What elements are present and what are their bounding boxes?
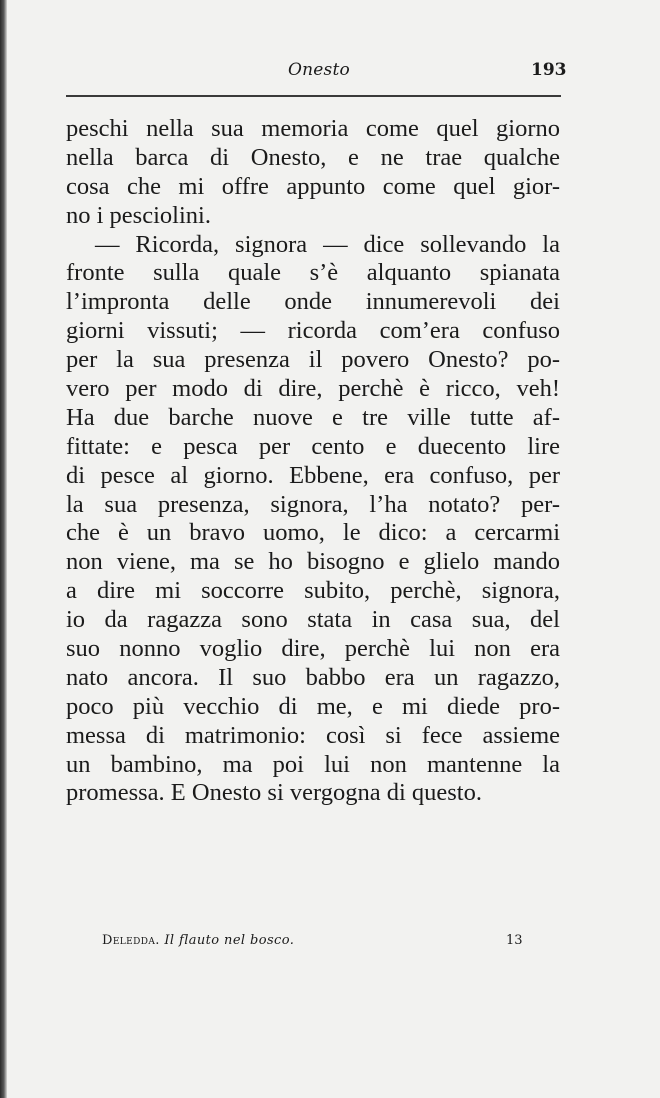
text-line: suo nonno voglio dire, perchè lui non era bbox=[66, 635, 560, 663]
text-line: nella barca di Onesto, e ne trae qualche bbox=[66, 143, 560, 171]
text-line: un bambino, ma poi lui non mantenne la bbox=[66, 750, 560, 778]
footer-work-title: Il flauto nel bosco. bbox=[164, 933, 295, 948]
footer-author: Deledda. bbox=[102, 933, 160, 948]
signature-line bbox=[102, 933, 294, 948]
text-line: — Ricorda, signora — dice sollevando la bbox=[95, 230, 560, 258]
text-line: cosa che mi offre appunto come quel gior- bbox=[66, 172, 560, 200]
text-line: promessa. E Onesto si vergogna di questo. bbox=[66, 779, 482, 807]
text-line: no i pesciolini. bbox=[66, 201, 211, 229]
text-line: fronte sulla quale s’è alquanto spianata bbox=[66, 259, 560, 287]
text-line: l’impronta delle onde innumerevoli dei bbox=[66, 288, 560, 316]
text-line: peschi nella sua memoria come quel giorno bbox=[66, 115, 560, 142]
text-line: vero per modo di dire, perchè è ricco, veh! bbox=[66, 375, 560, 403]
text-line: poco più vecchio di me, e mi diede pro- bbox=[66, 692, 560, 720]
text-line: messa di matrimonio: così si fece assieme bbox=[66, 721, 560, 749]
text-line: non viene, ma se ho bisogno e glielo mando bbox=[66, 548, 560, 576]
text-line: la sua presenza, signora, l’ha notato? per- bbox=[66, 490, 560, 518]
header-rule bbox=[66, 95, 561, 97]
page-number: 193 bbox=[531, 60, 567, 80]
text-line: che è un bravo uomo, le dico: a cercarmi bbox=[66, 519, 560, 547]
running-title: Onesto bbox=[288, 60, 350, 80]
text-line: a dire mi soccorre subito, perchè, signora, bbox=[66, 577, 560, 605]
page-edge-shadow bbox=[0, 0, 7, 1098]
text-line: di pesce al giorno. Ebbene, era confuso, per bbox=[66, 461, 560, 489]
text-line: Ha due barche nuove e tre ville tutte af- bbox=[66, 403, 560, 431]
body-text bbox=[66, 115, 560, 808]
text-line: nato ancora. Il suo babbo era un ragazzo, bbox=[66, 663, 560, 691]
text-line: io da ragazza sono stata in casa sua, del bbox=[66, 606, 560, 634]
text-line: fittate: e pesca per cento e duecento lire bbox=[66, 432, 560, 460]
text-line: giorni vissuti; — ricorda com’era confuso bbox=[66, 317, 560, 345]
text-line: per la sua presenza il povero Onesto? po- bbox=[66, 346, 560, 374]
signature-mark: 13 bbox=[506, 933, 523, 948]
